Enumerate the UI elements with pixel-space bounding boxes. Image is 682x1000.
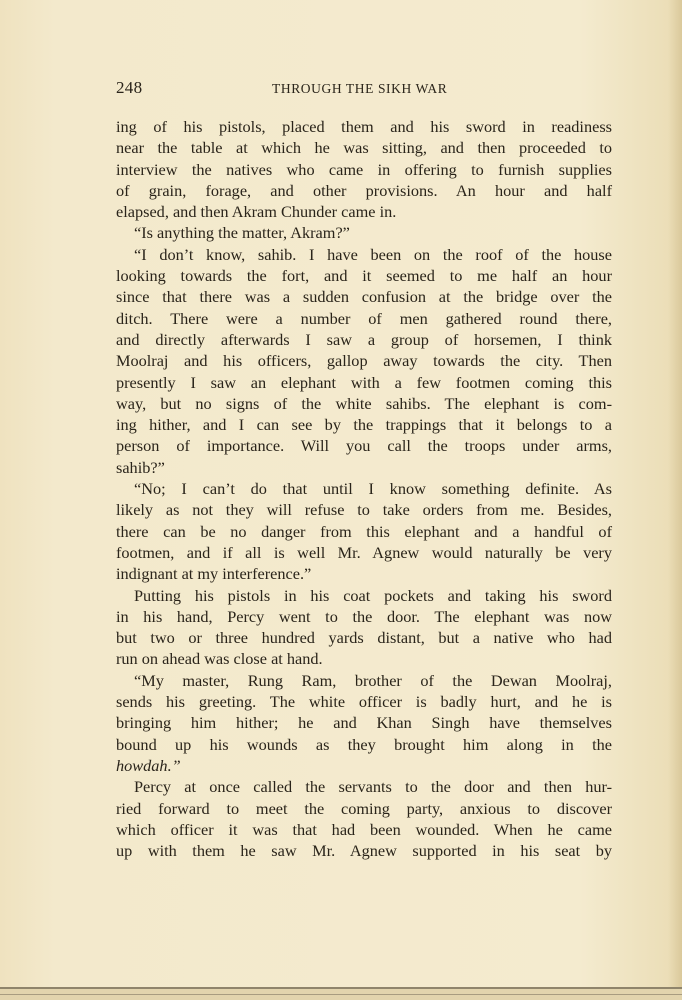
text-line: run on ahead was close at hand. <box>116 649 323 669</box>
text-line: near the table at which he was sitting, and then proceeded to <box>116 138 612 158</box>
text-line: since that there was a sudden confusion at the bridge over the <box>116 287 612 307</box>
text-line: Putting his pistols in his coat pockets and taking his sword <box>134 585 612 605</box>
text-line: howdah.” <box>116 755 181 775</box>
text-line: ing hither, and I can see by the trappings that it belongs to a <box>116 415 612 435</box>
text-line: “I don’t know, sahib. I have been on the roof of the house <box>134 244 612 264</box>
text-line: ried forward to meet the coming party, anxious to discover <box>116 798 612 818</box>
running-title: THROUGH THE SIKH WAR <box>272 81 448 96</box>
page-bottom-edge <box>0 987 682 1000</box>
text-line: sends his greeting. The white officer is badly hurt, and he is <box>116 692 612 712</box>
page-number: 248 <box>116 78 143 97</box>
text-line: but two or three hundred yards distant, but a native who had <box>116 628 612 648</box>
text-line: “My master, Rung Ram, brother of the Dewan Moolraj, <box>134 670 612 690</box>
body-text <box>116 116 612 861</box>
text-line: likely as not they will refuse to take orders from me. Besides, <box>116 500 612 520</box>
text-line: footmen, and if all is well Mr. Agnew would naturally be very <box>116 542 612 562</box>
text-line: “No; I can’t do that until I know something definite. As <box>134 479 612 499</box>
text-line: presently I saw an elephant with a few footmen coming this <box>116 372 612 392</box>
text-line: which officer it was that had been wounded. When he came <box>116 819 612 839</box>
text-line: of grain, forage, and other provisions. An hour and half <box>116 180 612 200</box>
text-line: up with them he saw Mr. Agnew supported in his seat by <box>116 841 612 861</box>
page-header <box>116 78 612 102</box>
text-line: ditch. There were a number of men gathered round there, <box>116 308 612 328</box>
text-line: elapsed, and then Akram Chunder came in. <box>116 202 397 222</box>
text-line: person of importance. Will you call the troops under arms, <box>116 436 612 456</box>
page-edge-shadow <box>668 0 682 1000</box>
text-line: interview the natives who came in offering to furnish supplies <box>116 159 612 179</box>
text-line: Moolraj and his officers, gallop away towards the city. Then <box>116 351 612 371</box>
text-line: ing of his pistols, placed them and his sword in readiness <box>116 117 612 136</box>
text-line: Percy at once called the servants to the door and then hur- <box>134 777 612 797</box>
text-line: there can be no danger from this elephant and a handful of <box>116 521 612 541</box>
text-line: bringing him hither; he and Khan Singh have themselves <box>116 713 612 733</box>
text-line: indignant at my interference.” <box>116 564 312 584</box>
text-line: bound up his wounds as they brought him along in the <box>116 734 612 754</box>
text-line: and directly afterwards I saw a group of horsemen, I think <box>116 329 612 349</box>
text-line: way, but no signs of the white sahibs. The elephant is com- <box>116 393 612 413</box>
text-line: “Is anything the matter, Akram?” <box>134 223 350 243</box>
text-line: sahib?” <box>116 457 165 477</box>
text-line: in his hand, Percy went to the door. The elephant was now <box>116 606 612 626</box>
text-line: looking towards the fort, and it seemed to me half an hour <box>116 266 612 286</box>
